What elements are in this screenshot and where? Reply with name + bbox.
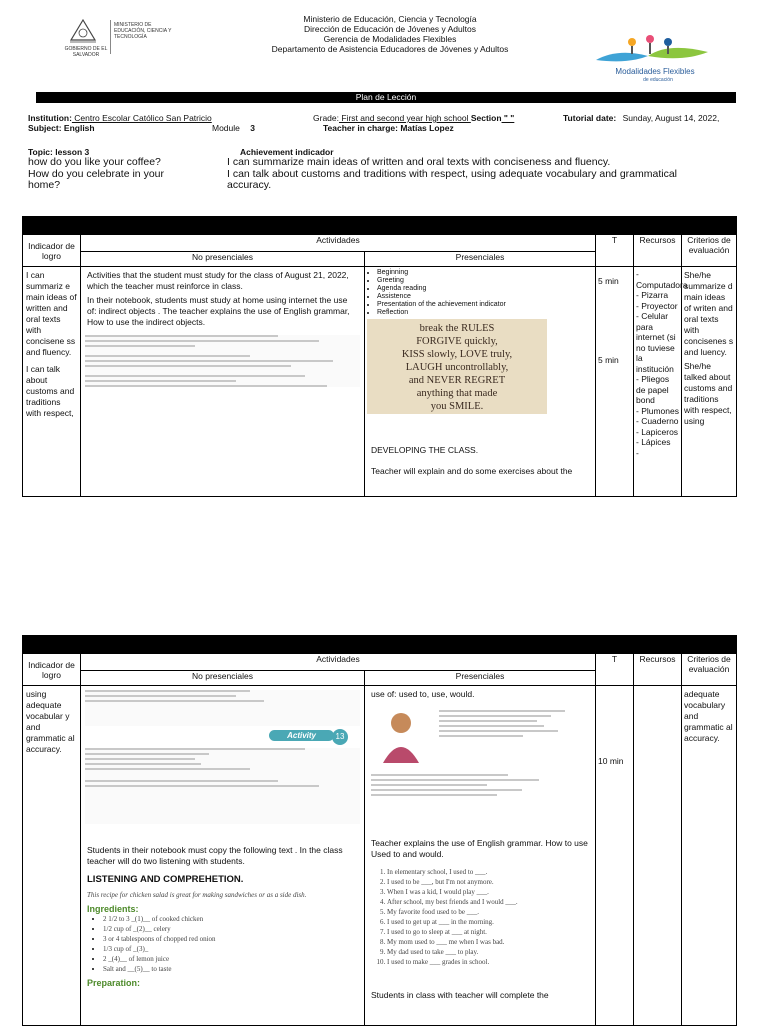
activity-label: Activity bbox=[269, 730, 334, 741]
section-value: " " bbox=[501, 113, 515, 123]
list-item: • Greeting bbox=[377, 277, 595, 285]
teacher-explain: Teacher will explain and do some exercises about the bbox=[371, 466, 573, 476]
section-label: Section bbox=[470, 113, 502, 123]
np-copy-text: Students in their notebook must copy the following text . In the class teacher will do two listening with students. bbox=[87, 845, 343, 866]
module-value: 3 bbox=[250, 123, 255, 133]
presenciales-cell bbox=[365, 686, 596, 1026]
header-lines bbox=[200, 14, 580, 54]
activity-worksheet bbox=[85, 748, 360, 824]
col-t: T bbox=[596, 654, 634, 686]
list-item: 5. My favorite food used to be ___. bbox=[387, 907, 595, 917]
institution-row bbox=[28, 113, 318, 123]
grade-row bbox=[313, 113, 553, 123]
used-to-worksheet bbox=[369, 703, 591, 813]
logo-name: Modalidades Flexibles bbox=[615, 67, 695, 76]
achievement-line: I can talk about customs and traditions with respect, using adequate vocabulary and grammatical bbox=[227, 167, 677, 180]
no-presenciales-cell bbox=[81, 686, 365, 1026]
criterios-text: She/he summarize d main ideas of writen and oral texts with concisenes s and luency. bbox=[684, 270, 734, 357]
table-title-bar bbox=[23, 636, 737, 654]
subject-label: Subject: bbox=[28, 123, 62, 133]
criterios-cell bbox=[682, 686, 737, 1026]
ingredients-list bbox=[81, 914, 364, 974]
list-item: • Reflection bbox=[377, 309, 595, 317]
listening-title: LISTENING AND COMPREHETION. bbox=[87, 874, 244, 885]
used-to-text: use of: used to, use, would. bbox=[371, 689, 475, 699]
col-indicador: Indicador de logro bbox=[23, 235, 81, 267]
list-item: 4. After school, my best friends and I would ___. bbox=[387, 897, 595, 907]
achievement-label: Achievement indicador bbox=[240, 147, 334, 157]
preparation-label: Preparation: bbox=[87, 978, 141, 988]
table-title-bar bbox=[23, 217, 737, 235]
list-item: ▪ Salt and __(5)__ to taste bbox=[103, 964, 364, 974]
people-swoosh-icon bbox=[588, 34, 718, 68]
list-item: 7. I used to go to sleep at ___ at night. bbox=[387, 927, 595, 937]
col-presenciales: Presenciales bbox=[365, 671, 596, 686]
no-presenciales-cell bbox=[81, 267, 365, 497]
ministry-label: MINISTERIO DE EDUCACIÓN, CIENCIA Y TECNOLOGÍA bbox=[114, 22, 172, 40]
time-value: 5 min bbox=[598, 355, 619, 365]
list-item: • Presentation of the achievement indicator bbox=[377, 301, 595, 309]
col-recursos: Recursos bbox=[634, 654, 682, 686]
criterios-cell bbox=[682, 267, 737, 497]
list-item: ▪ 2 1/2 to 3 _(1)__ of cooked chicken bbox=[103, 914, 364, 924]
achievement-line: accuracy. bbox=[227, 179, 272, 191]
module-row bbox=[212, 123, 255, 133]
logo-subtitle: de educación bbox=[643, 77, 673, 83]
list-item: 6. I used to get up at ___ in the morning. bbox=[387, 917, 595, 927]
col-no-presenciales: No presenciales bbox=[81, 671, 365, 686]
col-presenciales: Presenciales bbox=[365, 252, 596, 267]
list-item: • Assistence bbox=[377, 293, 595, 301]
exercise-worksheet bbox=[85, 690, 360, 726]
recursos-cell bbox=[634, 267, 688, 497]
topic-questions bbox=[28, 157, 218, 192]
col-actividades: Actividades bbox=[81, 654, 596, 671]
header-line: Ministerio de Educación, Ciencia y Tecnología bbox=[303, 14, 477, 24]
list-item: • Beginning bbox=[377, 269, 595, 277]
list-item: ▪ 1/2 cup of _(2)__ celery bbox=[103, 924, 364, 934]
list-item: ▪ 3 or 4 tablespoons of chopped red onion bbox=[103, 934, 364, 944]
recursos-list: - Computadora - Pizarra - Proyector - Celular para internet (si no tuviese la institución - Pliegos de papel bond - Plumones - Cuaderno - Lapiceros - Lápices - bbox=[636, 269, 688, 458]
topic-question: How do you celebrate in your bbox=[28, 167, 164, 180]
indicador-text: I can summariz e main ideas of written and oral texts with concisene ss and fluency. bbox=[26, 270, 77, 357]
list-item: • Agenda reading bbox=[377, 285, 595, 293]
list-item: ▪ 2 _(4)__ of lemon juice bbox=[103, 954, 364, 964]
government-logo bbox=[62, 18, 172, 60]
list-item: 9. My dad used to take ___ to play. bbox=[387, 947, 595, 957]
list-item: 1. In elementary school, I used to ___. bbox=[387, 867, 595, 877]
criterios-text-2: She/he talked about customs and traditions with respect, using bbox=[684, 361, 733, 426]
presenciales-cell bbox=[365, 267, 596, 497]
agenda-list bbox=[365, 269, 595, 317]
indicador-text-2: I can talk about customs and traditions with respect, bbox=[26, 364, 75, 418]
subject-value: English bbox=[63, 123, 95, 133]
grade-value: First and second year high school bbox=[339, 113, 471, 123]
topic-question: how do you like your coffee? bbox=[28, 156, 161, 168]
achievement-text bbox=[227, 157, 727, 192]
achievement-line: I can summarize main ideas of written and oral texts with conciseness and fluency. bbox=[227, 156, 611, 168]
col-recursos: Recursos bbox=[634, 235, 682, 267]
teacher-explain-used: Teacher explains the use of English grammar. How to use Used to and would. bbox=[371, 838, 588, 859]
list-item: 8. My mom used to ___ me when I was bad. bbox=[387, 937, 595, 947]
teacher-label: Teacher in charge: bbox=[323, 123, 398, 133]
tutorial-date: Sunday, August 14, 2022, bbox=[622, 113, 720, 123]
indicador-text: using adequate vocabular y and grammatic al accuracy. bbox=[26, 689, 75, 754]
criterios-text: adequate vocabulary and grammatic al accuracy. bbox=[684, 689, 733, 743]
students-complete: Students in class with teacher will complete the bbox=[371, 990, 549, 1000]
indicador-cell bbox=[23, 686, 81, 1026]
activity-header bbox=[81, 730, 364, 744]
col-indicador: Indicador de logro bbox=[23, 654, 81, 686]
woman-illustration-icon bbox=[371, 705, 431, 765]
institution-value: Centro Escolar Católico San Patricio bbox=[71, 113, 212, 123]
recipe-intro: This recipe for chicken salad is great for making sandwiches or as a side dish. bbox=[87, 891, 307, 899]
col-actividades: Actividades bbox=[81, 235, 596, 252]
np-notebook: In their notebook, students must study at home using internet the use of: indirect objects . The teacher explains the use of English grammar, How to use the indirect objects. bbox=[87, 295, 350, 327]
time-value: 10 min bbox=[598, 756, 624, 766]
time-cell bbox=[596, 686, 634, 1026]
list-item: 2. I used to be ___, but I'm not anymore. bbox=[387, 877, 595, 887]
time-value: 5 min bbox=[598, 276, 619, 286]
lesson-table-1 bbox=[22, 216, 737, 497]
tutorial-label: Tutorial date: bbox=[563, 113, 617, 123]
recursos-cell bbox=[634, 686, 682, 1026]
activity-number: 13 bbox=[332, 729, 348, 745]
grade-label: Grade: bbox=[313, 113, 339, 123]
ingredients-label: Ingredients: bbox=[87, 904, 139, 914]
col-no-presenciales: No presenciales bbox=[81, 252, 365, 267]
list-item: 3. When I was a kid, I would play ___. bbox=[387, 887, 595, 897]
teacher-row bbox=[323, 123, 523, 133]
developing-label: DEVELOPING THE CLASS. bbox=[371, 445, 479, 455]
institution-label: Institution: bbox=[28, 113, 72, 123]
header-line: Gerencia de Modalidades Flexibles bbox=[323, 34, 457, 44]
col-t: T bbox=[596, 235, 634, 267]
topic-label: Topic: lesson 3 bbox=[28, 147, 90, 157]
indirect-objects-worksheet bbox=[85, 335, 360, 387]
header-line: Dirección de Educación de Jóvenes y Adultos bbox=[304, 24, 476, 34]
lesson-table-2 bbox=[22, 635, 737, 1026]
used-to-list bbox=[365, 867, 595, 967]
plan-title: Plan de Lección bbox=[36, 92, 736, 103]
list-item: 10. I used to make ___ grades in school. bbox=[387, 957, 595, 967]
reflection-poster: break the RULES FORGIVE quickly, KISS slowly, LOVE truly, LAUGH uncontrollably, and NEVER REGRET anything that made you SMILE. bbox=[367, 319, 547, 414]
coat-of-arms-icon bbox=[68, 18, 98, 44]
modalidades-logo bbox=[588, 34, 718, 84]
indicador-cell bbox=[23, 267, 81, 497]
government-label: GOBIERNO DE EL SALVADOR bbox=[64, 46, 108, 58]
time-cell bbox=[596, 267, 634, 497]
teacher-value: Matías Lopez bbox=[400, 123, 454, 133]
np-activities: Activities that the student must study for the class of August 21, 2022, which the teacher must reinforce in class. bbox=[87, 270, 349, 291]
module-label: Module bbox=[212, 123, 240, 133]
col-criterios: Criterios de evaluación bbox=[682, 235, 737, 267]
tutorial-row bbox=[563, 113, 763, 123]
list-item: ▪ 1/3 cup of _(3)_ bbox=[103, 944, 364, 954]
header-line: Departamento de Asistencia Educadores de Jóvenes y Adultos bbox=[271, 44, 509, 54]
col-criterios: Criterios de evaluación bbox=[682, 654, 737, 686]
topic-question: home? bbox=[28, 179, 61, 191]
